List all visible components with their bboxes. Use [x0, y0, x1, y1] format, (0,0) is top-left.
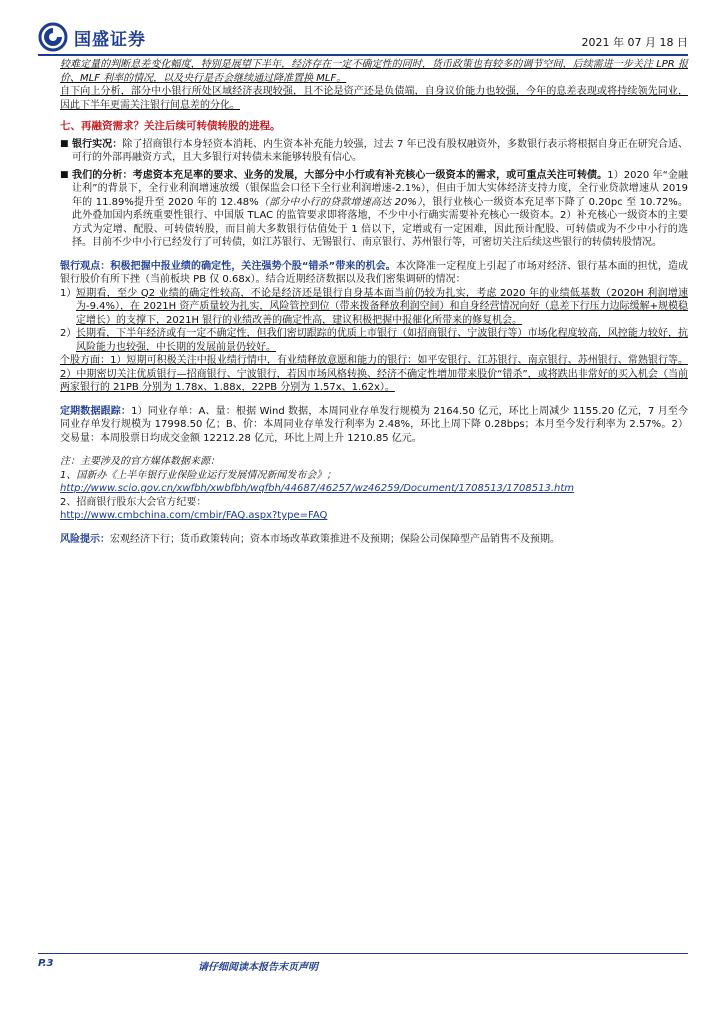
- stock-body: 1）短期可积极关注中报业绩行情中，有业绩释放意愿和能力的银行：如平安银行、江苏银行、南京银行、苏州银行、常熟银行等。2）中期密切关注优质银行—招商银行、宁波银行，若因市场风格转换、经济不确定性增加带来股价“错杀”，或将跌出非常好的买入机会（当前两家银行的 21PB 分别为 1.78x、1.88x，22PB 分别为 1.57x、1.62x）。: [60, 355, 688, 393]
- tracking-lead: 定期数据跟踪：: [60, 405, 132, 417]
- footer-divider: [38, 953, 688, 954]
- tracking-paragraph: [60, 405, 688, 446]
- risk-paragraph: [60, 533, 688, 547]
- risk-lead: 风险提示：: [60, 533, 110, 545]
- bullet-square-icon: ■: [60, 169, 69, 180]
- view-item-1-body-a: 短期看，至少: [76, 287, 141, 299]
- page-number: P.3: [38, 958, 54, 969]
- report-date: 2021 年 07 月 18 日: [581, 36, 688, 49]
- top-italic-paragraph: 较难定量的判断息差变化幅度，特别是展望下半年，经济存在一定不确定性的同时，货币政策也有较多的调节空间，后续需进一步关注 LPR 报价、MLF 利率的情况，以及央行是否会继续通过降准置换 MLF。: [60, 59, 688, 84]
- bullet-2-italic: （部分中小行的贷款增速高达 20%）: [258, 196, 423, 208]
- tracking-body: 1）同业存单：A、量：根据 Wind 数据，本周同业存单发行规模为 2164.50 亿元，环比上周减少 1155.20 亿元，7 月至今同业存单发行规模为 17998.50 亿；B、价：本周同业存单发行利率为 2.48%，环比上周下降 0.28bps；本月至今发行利率为 2.57%。2）交易量：本周股票日均成交金额 12212.28 亿元，环比上周上升 1210.85 亿元。: [60, 405, 688, 444]
- top-paragraph: 自下向上分析，部分中小银行所处区域经济表现较强，且不论是资产还是负债端，自身议价能力也较强，今年的息差表现或将持续领先同业，因此下半年更需关注银行间息差的分化。: [60, 86, 688, 111]
- bullet-our-analysis: [60, 169, 688, 250]
- view-item-1-body-b: ，不论是经济还是银行自身基本面当前仍较为扎实，考虑 2020 年的业绩低基数（2020H 利润增速为-9.4%），在 2021H 资产质量较为扎实，风险管控到位（带来拨备释放利润空间）和自身经营情况向好（息差下行压力边际缓解+规模稳定增长）的支撑下，2021H 银行的业绩改善的确定性高，建议积极把握中报催化所带来的修复机会。: [76, 287, 688, 326]
- section-7-title: 七、再融资需求？关注后续可转债转股的进程。: [60, 120, 281, 132]
- page-footer: [38, 958, 688, 976]
- stock-paragraph: [60, 354, 688, 395]
- view-item-1-number: 1）: [60, 287, 77, 299]
- view-item-2: [60, 327, 688, 354]
- risk-body: 宏观经济下行；货币政策转向；资本市场改革政策推进不及预期；保险公司保障型产品销售不及预期。: [110, 533, 560, 545]
- notes-title: 注：主要涉及的官方媒体数据来源：: [60, 456, 220, 467]
- note-1-link[interactable]: http://www.scio.gov.cn/xwfbh/xwbfbh/wqfbh/44687/46257/wz46259/Document/1708513/1708513.htm: [60, 483, 575, 494]
- brand-logo-icon: [38, 22, 68, 52]
- bank-view-paragraph: [60, 260, 688, 287]
- footer-disclaimer: 请仔细阅读本报告末页声明: [198, 962, 318, 973]
- report-body: [60, 58, 688, 546]
- bank-view-intro: 本次降准一定程度上引起了市场对经济、银行基本面的担忧，造成银行股价有所下挫（当前板块 PB 仅 0.68x）。结合近期经济数据以及我们密集调研的情况：: [60, 260, 688, 285]
- view-item-1: [60, 287, 688, 328]
- bullet-1-body: 除了招商银行本身轻资本消耗、内生资本补充能力较强，过去 7 年已没有股权融资外，多数银行表示将根据自身正在研究合适、可行的外部再融资方式，且大多银行对转债未来能够转股有信心。: [72, 138, 688, 163]
- bullet-2-body-a: 1）2020 年“金融让利”的背景下，全行业利润增速放缓（银保监会口径下全行业利润增速-2.1%），但由于加大实体经济支持力度，全行业贷款增速从 2019 年的 11.89%提升至 2020 年的 12.48%: [72, 169, 688, 208]
- view-item-1-q2: Q2 业绩的确定性较高: [140, 287, 241, 299]
- bank-view-lead: 银行观点：积极把握中报业绩的确定性，关注强势个股“错杀”带来的机会。: [60, 260, 396, 272]
- bullet-bank-facts: [60, 138, 688, 165]
- view-item-2-number: 2）: [60, 328, 77, 339]
- note-1: 1、国新办《上半年银行业保险业运行发展情况新闻发布会》；: [60, 469, 337, 481]
- stock-lead: 个股方面：: [60, 355, 111, 366]
- bullet-1-lead: 银行实况：: [72, 138, 123, 150]
- bullet-square-icon: ■: [60, 138, 69, 149]
- bullet-2-body-b: ，银行业核心一级资本充足率下降了 0.20pc 至 10.72%。此外叠加国内系统重要性银行、中国版 TLAC 的监管要求即将落地，不少中小行确实需要补充核心一级资本。2）补充核心一级资本的主要方式为定增、配股、可转债转股，而目前大多数银行估值处于 1 倍以下，定增或有一定困难，因此预计配股、可转债或为不少中小行的选择。目前不少中小行已经发行了可转债，如江苏银行、无锡银行、南京银行、苏州银行等，可密切关注后续这些银行的转债转股情况。: [72, 196, 688, 248]
- brand-name: 国盛证券: [74, 29, 146, 50]
- note-2: 2、招商银行股东大会官方纪要：: [60, 496, 207, 508]
- brand-logo: [38, 22, 146, 52]
- bullet-2-lead: 我们的分析：考虑资本充足率的要求、业务的发展，大部分中小行或有补充核心一级资本的需求，或可重点关注可转债。: [72, 169, 608, 181]
- header-divider: [38, 54, 688, 56]
- note-2-link[interactable]: http://www.cmbchina.com/cmbir/FAQ.aspx?type=FAQ: [60, 510, 328, 521]
- page-header: [38, 22, 688, 58]
- view-item-2-body: 长期看，下半年经济或有一定不确定性，但我们密切跟踪的优质上市银行（如招商银行、宁波银行等）市场化程度较高，风控能力较好，抗风险能力也较强，中长期的发展前景仍较好。: [76, 328, 688, 353]
